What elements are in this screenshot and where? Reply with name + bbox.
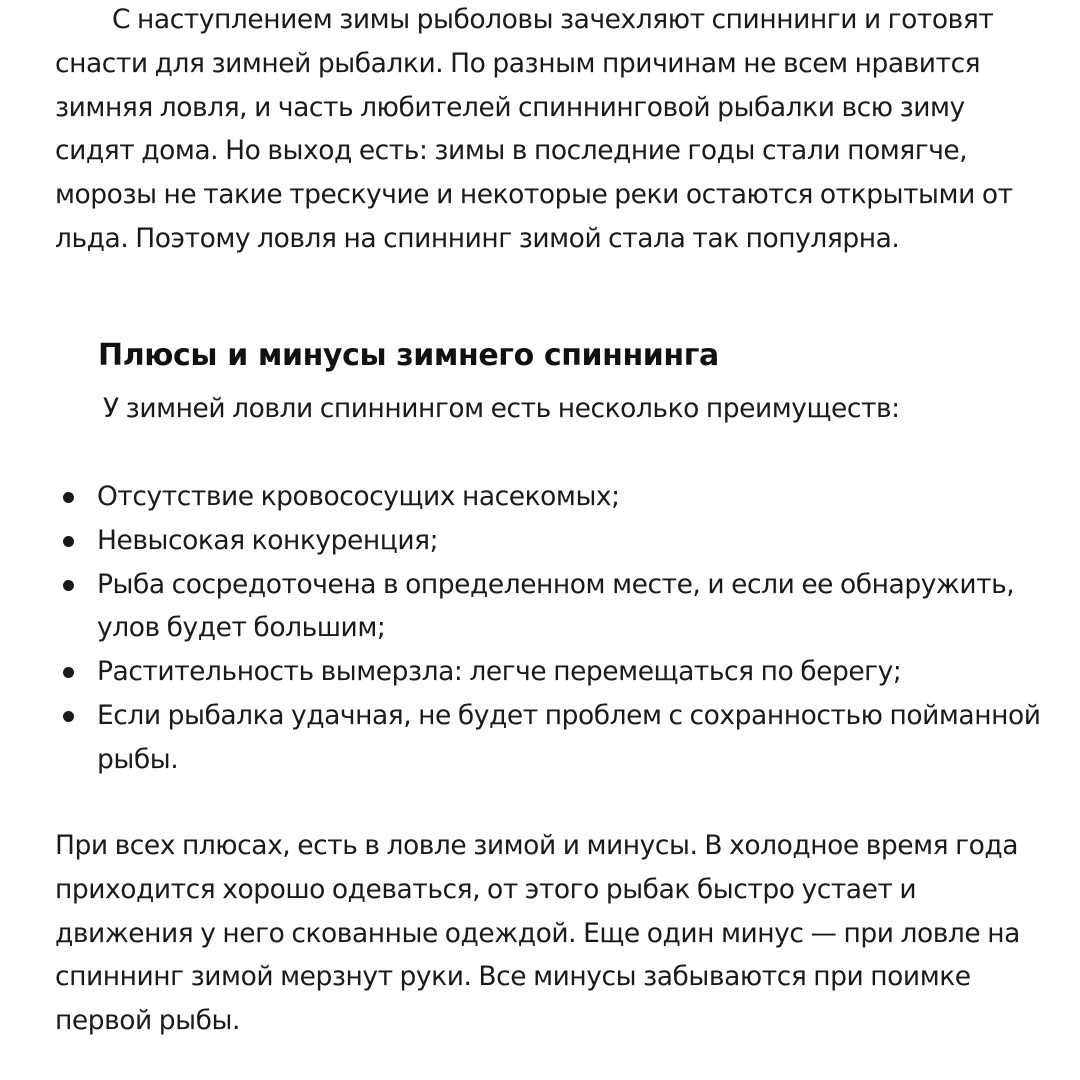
lead-paragraph: У зимней ловли спиннингом есть несколько преимуществ:: [103, 393, 900, 424]
bullet-dot-icon: [63, 492, 74, 503]
list-item: [55, 694, 1045, 782]
list-item-text: Растительность вымерзла: легче перемещаться по берегу;: [97, 656, 902, 688]
list-item-text: Рыба сосредоточена в определенном месте, и если ее обнаружить, улов будет большим;: [97, 568, 1015, 644]
outro-paragraph: При всех плюсах, есть в ловле зимой и минусы. В холодное время года приходится хорошо одеваться, от этого рыбак быстро устает и движения у него скованные одеждой. Еще один минус — при ловле на спиннинг зимой мерзнут руки. Все минусы забываются при поимке первой рыбы.: [55, 830, 1020, 1037]
list-item: [55, 650, 1045, 694]
list-item-text: Отсутствие кровососущих насекомых;: [97, 481, 620, 512]
list-item: [55, 563, 1045, 651]
intro-paragraph: С наступлением зимы рыболовы зачехляют спиннинги и готовят снасти для зимней рыбалки. По разным причинам не всем нравится зимняя ловля, и часть любителей спиннинговой рыбалки всю зиму сидят дома. Но выход есть: зимы в последние годы стали помягче, морозы не такие трескучие и некоторые реки остаются открытыми от льда. Поэтому ловля на спиннинг зимой стала так популярна.: [55, 4, 1013, 254]
list-item-text: Если рыбалка удачная, не будет проблем с сохранностью пойманной рыбы.: [97, 699, 1041, 775]
bullet-dot-icon: [63, 667, 74, 678]
bullet-dot-icon: [63, 580, 74, 591]
bullet-dot-icon: [63, 711, 74, 722]
bullet-dot-icon: [63, 536, 74, 547]
advantages-list: [55, 475, 1045, 782]
section-heading: Плюсы и минусы зимнего спиннинга: [98, 338, 719, 373]
list-item-text: Невысокая конкуренция;: [97, 524, 439, 556]
list-item: [55, 475, 1045, 519]
list-item: [55, 519, 1045, 563]
